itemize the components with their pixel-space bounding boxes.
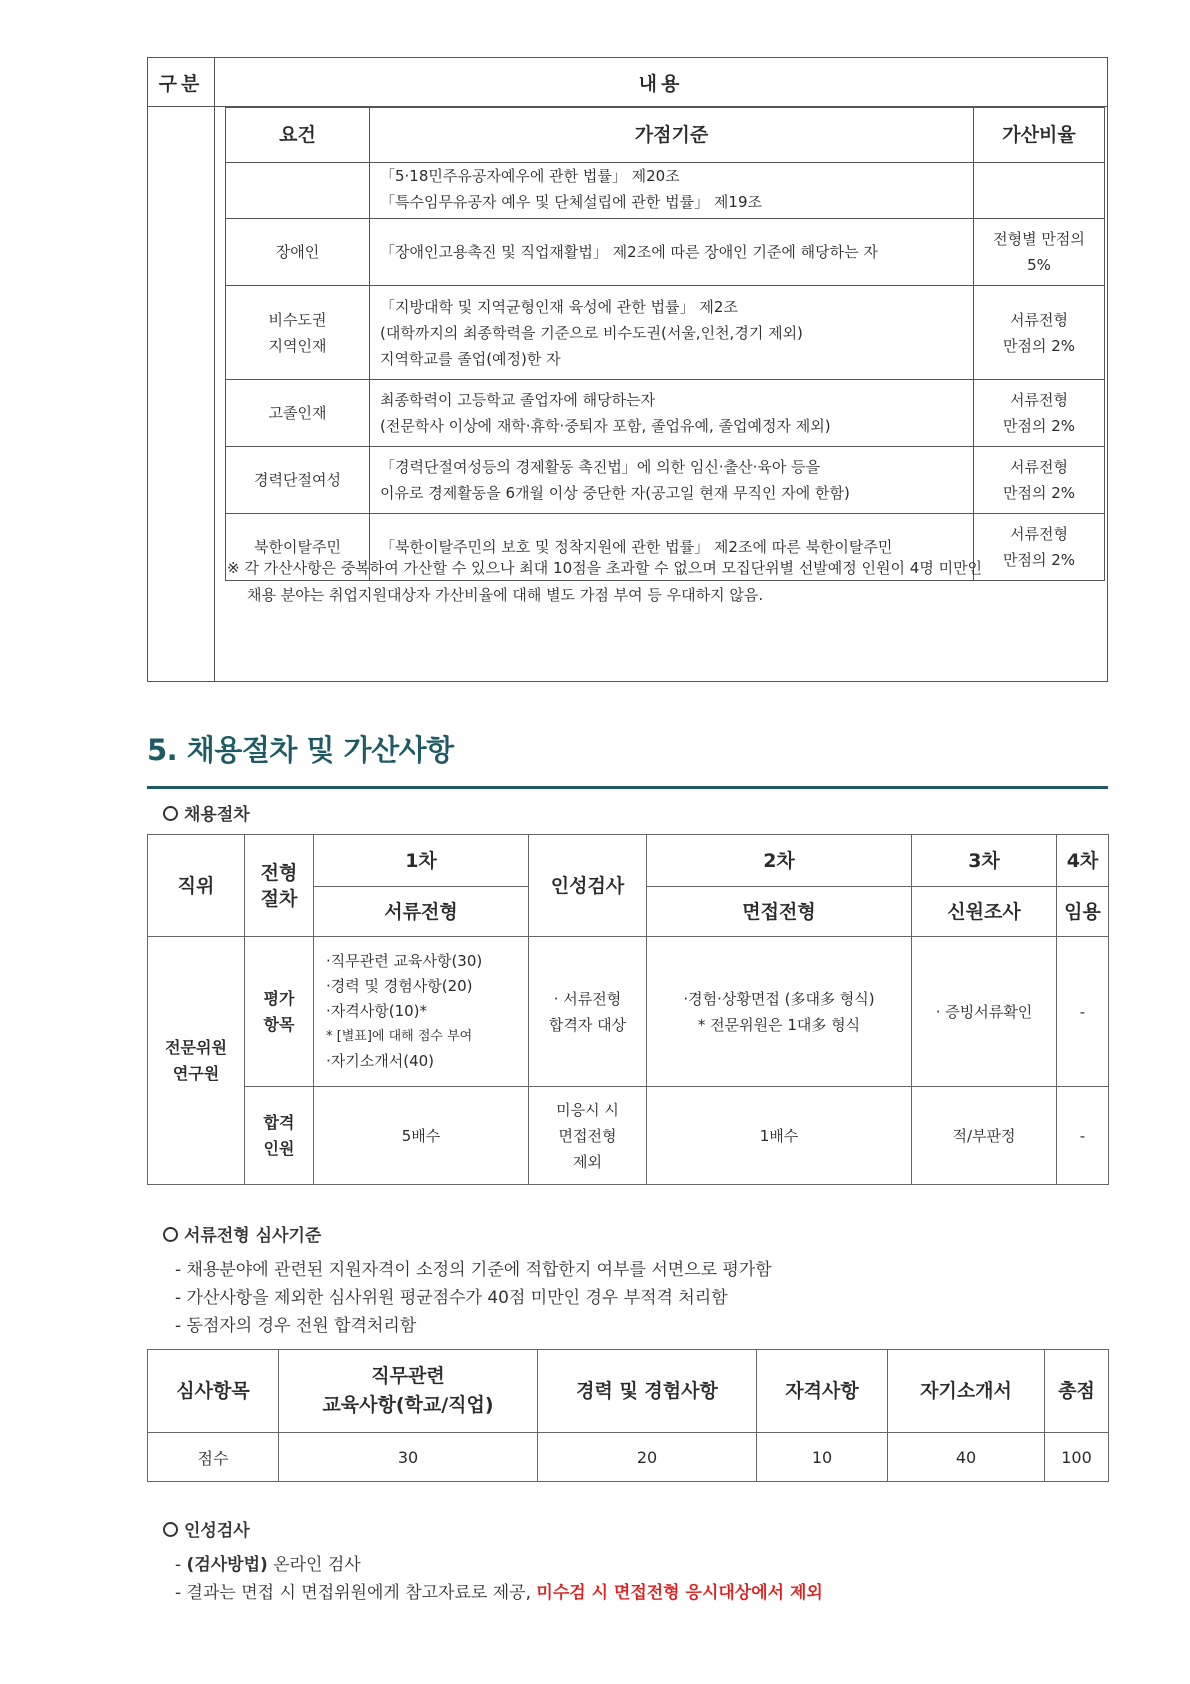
rate-line: 서류전형 (1010, 458, 1068, 476)
eval-doc-line: ·자격사항(10)* (326, 1002, 428, 1020)
score-label: 점수 (148, 1433, 279, 1482)
header-education: 직무관련 교육사항(학교/직업) (279, 1350, 538, 1433)
crit-line: 「경력단절여성등의 경제활동 촉진법」에 의한 임신·출산·육아 등을 (380, 458, 821, 476)
rate-line: 전형별 만점의 (993, 230, 1085, 248)
crit-cell (370, 163, 974, 219)
position-cell: 전문위원 연구원 (148, 937, 245, 1185)
rate-line: 만점의 2% (1002, 336, 1076, 355)
header-item: 심사항목 (148, 1350, 279, 1433)
label-pass: 합격 인원 (245, 1087, 314, 1185)
section-title: 5. 채용절차 및 가산사항 (147, 733, 454, 767)
table-row (226, 219, 1105, 286)
rate-line: 서류전형 (1010, 525, 1068, 543)
eval-appoint-cell: - (1057, 937, 1109, 1087)
rate-line: 만점의 2% (1002, 417, 1076, 435)
bullet-line: - 채용분야에 관련된 지원자격이 소정의 기준에 적합한지 여부를 서면으로 평가함 (175, 1260, 772, 1280)
crit-line: (대학까지의 최종학력을 기준으로 비수도권(서울,인천,경기 제외) (380, 323, 803, 342)
score-cell: 100 (1045, 1433, 1109, 1482)
eval-doc-cell (314, 937, 529, 1087)
header-naeyong: 내용 (215, 58, 1108, 107)
rate-line: 만점의 2% (1002, 484, 1076, 502)
req-cell: 비수도권 지역인재 (226, 286, 370, 380)
table-row (148, 1433, 1109, 1482)
note-line: 채용 분야는 취업지원대상자 가산비율에 대해 별도 가점 부여 등 우대하지 않음. (247, 586, 764, 604)
pass-doc-cell: 5배수 (314, 1087, 529, 1185)
crit-line: 지역학교를 졸업(예정)한 자 (380, 349, 561, 368)
method-value: 온라인 검사 (267, 1555, 361, 1575)
bonus-table (147, 57, 1108, 682)
rate-cell (974, 514, 1105, 581)
crit-cell (370, 380, 974, 447)
procedure-table (147, 834, 1109, 1185)
crit-line: 최종학력이 고등학교 졸업자에 해당하는자 (380, 391, 656, 409)
eval-personality-cell: · 서류전형 합격자 대상 (529, 937, 647, 1087)
score-cell: 20 (538, 1433, 757, 1482)
crit-line: (전문학사 이상에 재학·휴학·중퇴자 포함, 졸업유예, 졸업예정자 제외) (380, 417, 831, 435)
pass-appoint-cell: - (1057, 1087, 1109, 1185)
bonus-criteria-table (225, 107, 1105, 581)
crit-cell (370, 219, 974, 286)
rate-cell (974, 219, 1105, 286)
table-row (226, 447, 1105, 514)
eval-doc-line: ·직무관련 교육사항(30) (326, 952, 483, 970)
subheading-personality: 인성검사 (163, 1516, 250, 1541)
header-4th-name: 임용 (1057, 887, 1109, 937)
bonus-note (227, 555, 982, 609)
eval-doc-line: ·자기소개서(40) (326, 1052, 435, 1070)
note-line: ※ 각 가산사항은 중복하여 가산할 수 있으나 최대 10점을 초과할 수 없으며 모집단위별 선발예정 인원이 4명 미만인 (227, 559, 983, 577)
table-row (226, 286, 1105, 380)
rate-cell (974, 163, 1105, 219)
circle-bullet-icon (163, 1227, 178, 1242)
score-cell: 30 (279, 1433, 538, 1482)
header-1st: 1차 (314, 835, 529, 887)
bullet-line: - (검사방법) 온라인 검사 (175, 1555, 361, 1575)
rate-cell (974, 380, 1105, 447)
bullet-line: - 동점자의 경우 전원 합격처리함 (175, 1316, 417, 1336)
req-cell (226, 163, 370, 219)
pass-personality-cell: 미응시 시 면접전형 제외 (529, 1087, 647, 1185)
rate-line: 만점의 2% (1002, 551, 1076, 569)
header-3rd-name: 신원조사 (912, 887, 1057, 937)
header-rate: 가산비율 (974, 108, 1105, 163)
pass-check-cell: 적/부판정 (912, 1087, 1057, 1185)
rate-line: 서류전형 (1010, 310, 1068, 329)
header-step: 전형 절차 (245, 835, 314, 937)
rate-line: 서류전형 (1010, 391, 1068, 409)
crit-line: 「지방대학 및 지역균형인재 육성에 관한 법률」 제2조 (380, 297, 738, 316)
score-cell: 40 (888, 1433, 1045, 1482)
circle-bullet-icon (163, 1522, 178, 1537)
circle-bullet-icon (163, 806, 178, 821)
exclusion-warning: 미수검 시 면접전형 응시대상에서 제외 (536, 1583, 823, 1603)
header-requirement: 요건 (226, 108, 370, 163)
eval-doc-note: * [별표]에 대해 점수 부여 (326, 1029, 473, 1044)
crit-line: 「특수임무유공자 예우 및 단체설립에 관한 법률」 제19조 (380, 193, 762, 211)
bullet-line: - 가산사항을 제외한 심사위원 평균점수가 40점 미만인 경우 부적격 처리함 (175, 1288, 728, 1308)
eval-check-cell: · 증빙서류확인 (912, 937, 1057, 1087)
header-1st-name: 서류전형 (314, 887, 529, 937)
method-label: (검사방법) (186, 1555, 268, 1575)
header-self-intro: 자기소개서 (888, 1350, 1045, 1433)
header-4th: 4차 (1057, 835, 1109, 887)
section-divider (147, 786, 1108, 789)
header-3rd: 3차 (912, 835, 1057, 887)
label-eval: 평가 항목 (245, 937, 314, 1087)
eval-doc-line: ·경력 및 경험사항(20) (326, 977, 473, 995)
header-personality: 인성검사 (529, 835, 647, 937)
subheading-procedure: 채용절차 (163, 800, 250, 825)
crit-cell (370, 286, 974, 380)
bullet-line (175, 1579, 823, 1607)
crit-line: 「장애인고용촉진 및 직업재활법」 제2조에 따른 장애인 기준에 해당하는 자 (380, 243, 878, 261)
doc-score-table (147, 1349, 1109, 1482)
header-total: 총점 (1045, 1350, 1109, 1433)
rate-cell (974, 447, 1105, 514)
req-cell: 북한이탈주민 (226, 514, 370, 581)
req-cell: 장애인 (226, 219, 370, 286)
rate-line: 5% (1027, 256, 1051, 274)
header-position: 직위 (148, 835, 245, 937)
result-text: - 결과는 면접 시 면접위원에게 참고자료로 제공, (175, 1583, 537, 1603)
personality-bullets (175, 1551, 823, 1607)
req-cell: 고졸인재 (226, 380, 370, 447)
header-experience: 경력 및 경험사항 (538, 1350, 757, 1433)
rate-cell (974, 286, 1105, 380)
table-row (226, 163, 1105, 219)
header-gubun: 구분 (148, 58, 215, 107)
header-2nd: 2차 (647, 835, 912, 887)
req-cell: 경력단절여성 (226, 447, 370, 514)
crit-cell (370, 447, 974, 514)
table-row (226, 380, 1105, 447)
gubun-cell (148, 107, 215, 682)
header-qualification: 자격사항 (757, 1350, 888, 1433)
header-criteria: 가점기준 (370, 108, 974, 163)
score-cell: 10 (757, 1433, 888, 1482)
pass-interview-cell: 1배수 (647, 1087, 912, 1185)
doc-criteria-bullets (175, 1256, 772, 1340)
crit-line: 「5·18민주유공자예우에 관한 법률」 제20조 (380, 167, 680, 185)
crit-line: 이유로 경제활동을 6개월 이상 중단한 자(공고일 현재 무직인 자에 한함) (380, 484, 850, 502)
header-2nd-name: 면접전형 (647, 887, 912, 937)
naeyong-cell (215, 107, 1108, 682)
crit-line: 「북한이탈주민의 보호 및 정착지원에 관한 법률」 제2조에 따른 북한이탈주민 (380, 538, 893, 556)
eval-interview-cell: ·경험·상황면접 (多대多 형식) * 전문위원은 1대多 형식 (647, 937, 912, 1087)
subheading-doc-criteria: 서류전형 심사기준 (163, 1221, 321, 1246)
